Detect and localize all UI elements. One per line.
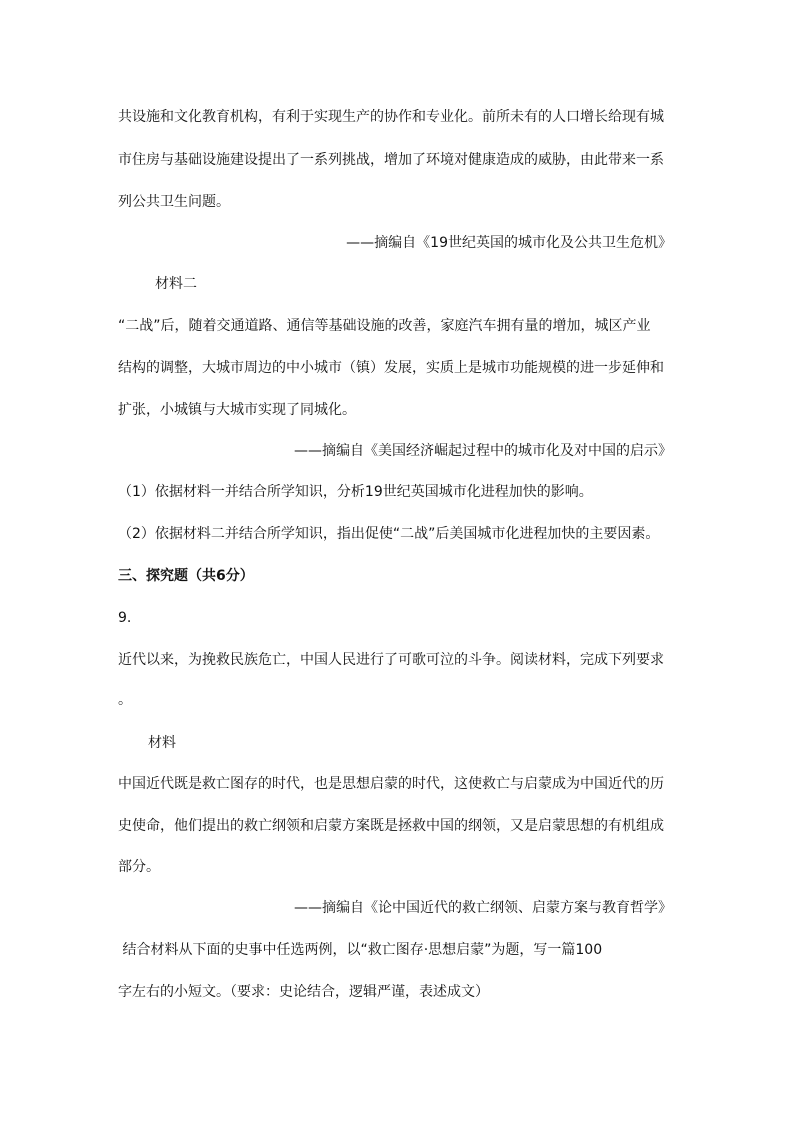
material-source: ——摘编自《论中国近代的救亡纲领、启蒙方案与教育哲学》 <box>294 900 672 916</box>
material2-line-2: 结构的调整，大城市周边的中小城市（镇）发展，实质上是城市功能规模的进一步延伸和 <box>118 360 664 376</box>
question-1: （1）依据材料一并结合所学知识，分析19世纪英国城市化进程加快的影响。 <box>118 484 593 500</box>
question-2: （2）依据材料二并结合所学知识，指出促使“二战”后美国城市化进程加快的主要因素。 <box>118 526 660 542</box>
task-line-1: 结合材料从下面的史事中任选两例，以“救亡图存·思想启蒙”为题，写一篇100 <box>118 942 603 958</box>
section-heading: 三、探究题（共6分） <box>118 568 254 584</box>
intro-line-1: 近代以来，为挽救民族危亡，中国人民进行了可歌可泣的斗争。阅读材料，完成下列要求 <box>118 652 664 668</box>
material2-line-3: 扩张，小城镇与大城市实现了同城化。 <box>118 402 356 418</box>
material1-source: ——摘编自《19世纪英国的城市化及公共卫生危机》 <box>346 235 672 251</box>
material-label: 材料 <box>148 735 176 751</box>
question-number: 9. <box>118 610 132 626</box>
material-line-2: 史使命，他们提出的救亡纲领和启蒙方案既是拯救中国的纲领，又是启蒙思想的有机组成 <box>118 818 664 834</box>
intro-line-2: 。 <box>118 692 132 708</box>
material-line-3: 部分。 <box>118 859 160 875</box>
task-line-2: 字左右的小短文。（要求：史论结合，逻辑严谨，表述成文） <box>118 984 489 1000</box>
material2-line-1: “二战”后，随着交通道路、通信等基础设施的改善，家庭汽车拥有量的增加，城区产业 <box>118 318 651 334</box>
material1-line-2: 市住房与基础设施建设提出了一系列挑战，增加了环境对健康造成的威胁，由此带来一系 <box>118 152 664 168</box>
material2-source: ——摘编自《美国经济崛起过程中的城市化及对中国的启示》 <box>294 443 672 459</box>
material1-line-1: 共设施和文化教育机构，有利于实现生产的协作和专业化。前所未有的人口增长给现有城 <box>118 109 664 125</box>
material-line-1: 中国近代既是救亡图存的时代，也是思想启蒙的时代，这使救亡与启蒙成为中国近代的历 <box>118 776 664 792</box>
material2-label: 材料二 <box>155 276 197 292</box>
material1-line-3: 列公共卫生问题。 <box>118 194 230 210</box>
